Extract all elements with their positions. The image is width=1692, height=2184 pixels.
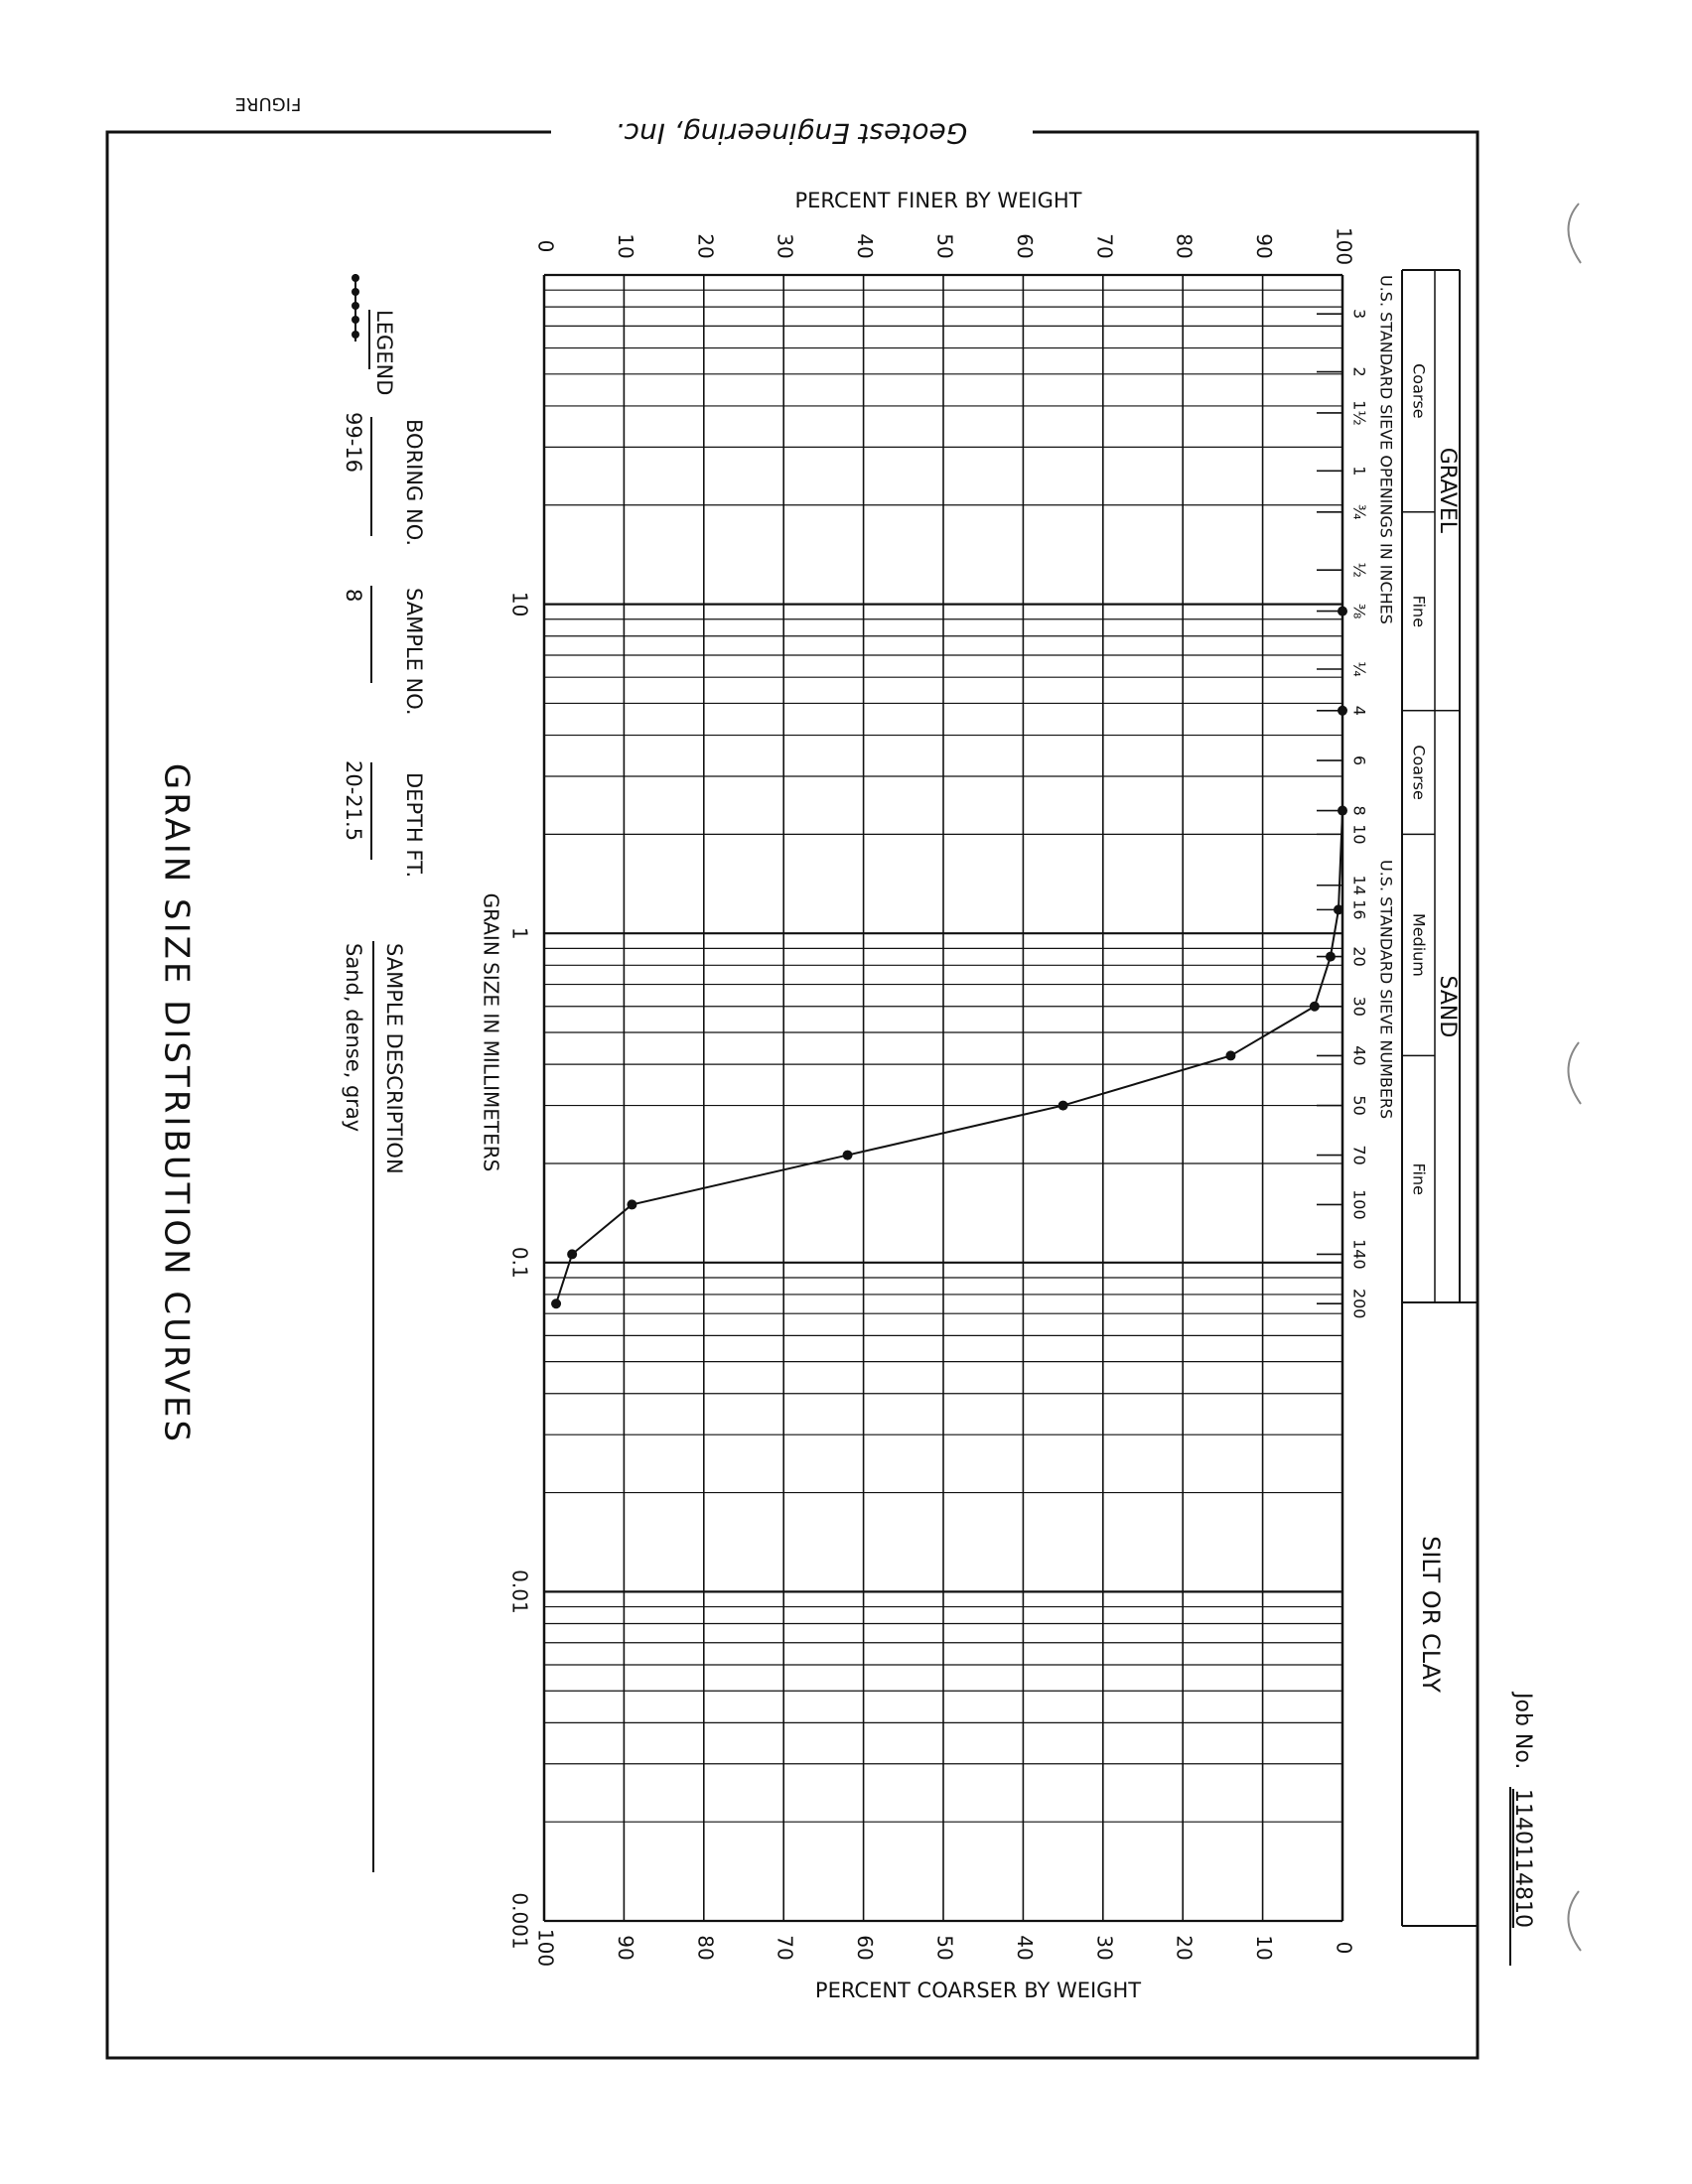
axis-labels	[480, 189, 1356, 2002]
gradation-line	[556, 612, 1342, 1304]
coarser-tick-label: 50	[932, 1935, 957, 1961]
punch-hole-mark	[1568, 1042, 1581, 1104]
sieve-tick-label: 200	[1349, 1288, 1369, 1319]
sieve-tick-label: 2	[1349, 366, 1369, 377]
data-point	[1310, 1002, 1320, 1012]
sample-header: SAMPLE NO.	[402, 588, 426, 716]
sieve-tick-label: ¼	[1349, 661, 1369, 677]
sieve-tick-label: 10	[1349, 824, 1369, 845]
sieve-tick-label: 4	[1349, 705, 1369, 716]
coarser-tick-label: 100	[533, 1928, 558, 1968]
finer-tick-label: 20	[693, 233, 718, 259]
legend-header: LEGEND	[372, 310, 396, 396]
sieve-tick-label: 1½	[1349, 400, 1369, 426]
sieve-inches-label: U.S. STANDARD SIEVE OPENINGS IN INCHES	[1376, 275, 1396, 624]
sieve-tick-label: ¾	[1349, 504, 1369, 520]
grain-size-tick-label: 1	[507, 926, 532, 940]
gravel-label: GRAVEL	[1435, 447, 1460, 534]
data-point	[627, 1199, 636, 1209]
job-number-value: 1140114810	[1510, 1789, 1535, 1928]
sieve-tick-label: ½	[1349, 562, 1369, 578]
data-point	[1338, 607, 1347, 616]
boring-header: BORING NO.	[402, 419, 426, 547]
sieve-tick-label: 6	[1349, 755, 1369, 766]
data-point	[1334, 904, 1343, 914]
data-point	[1326, 952, 1336, 962]
finer-tick-label: 60	[1012, 233, 1037, 259]
chart-grid	[544, 275, 1342, 1921]
sieve-tick-label: 140	[1349, 1239, 1369, 1270]
coarser-tick-label: 80	[693, 1935, 718, 1961]
depth-header: DEPTH FT.	[402, 772, 426, 879]
data-point	[551, 1298, 561, 1308]
job-number-label: Job No.	[1510, 1693, 1535, 1770]
sieve-tick-label: 40	[1349, 1045, 1369, 1066]
data-point	[1225, 1050, 1235, 1060]
finer-tick-label: 70	[1092, 233, 1117, 259]
finer-tick-label: 10	[613, 233, 637, 259]
sieve-tick-label: 16	[1349, 899, 1369, 920]
silt-clay-label: SILT OR CLAY	[1417, 1536, 1445, 1693]
boring-number: 99-16	[342, 412, 365, 474]
data-point	[1058, 1101, 1068, 1111]
finer-tick-label: 50	[932, 233, 957, 259]
sieve-tick-label: 100	[1349, 1189, 1369, 1220]
coarser-tick-label: 0	[1332, 1941, 1356, 1955]
coarser-tick-label: 90	[613, 1935, 637, 1961]
finer-axis-title: PERCENT FINER BY WEIGHT	[794, 189, 1082, 212]
finer-tick-label: 90	[1252, 233, 1277, 259]
legend-marker	[352, 274, 359, 341]
coarser-tick-label: 70	[773, 1935, 797, 1961]
data-point	[843, 1151, 853, 1160]
sieve-tick-label: 14	[1349, 875, 1369, 895]
company-name: Geotest Engineering, Inc.	[615, 117, 968, 150]
finer-tick-label: 80	[1172, 233, 1197, 259]
sieve-tick-label: 30	[1349, 996, 1369, 1017]
coarser-tick-label: 40	[1012, 1935, 1037, 1961]
figure-frame	[107, 132, 1478, 2058]
data-point	[1338, 806, 1347, 816]
punch-hole-mark	[1568, 1891, 1581, 1951]
gradation-curve	[551, 607, 1347, 1309]
legend-table	[342, 274, 426, 1872]
depth-value: 20-21.5	[342, 760, 365, 842]
sieve-tick-label: 50	[1349, 1095, 1369, 1116]
sieve-tick-label: 70	[1349, 1145, 1369, 1165]
sample-number: 8	[342, 589, 365, 603]
sample-description: Sand, dense, gray	[342, 943, 365, 1133]
gravel-fine-label: Fine	[1409, 595, 1429, 628]
finer-tick-label: 30	[773, 233, 797, 259]
figure-label: FIGURE	[234, 93, 302, 114]
grain-size-tick-label: 0.1	[507, 1246, 532, 1279]
finer-tick-label: 0	[533, 239, 558, 253]
coarser-tick-label: 30	[1092, 1935, 1117, 1961]
coarser-tick-label: 20	[1172, 1935, 1197, 1961]
grain-size-axis-title: GRAIN SIZE IN MILLIMETERS	[479, 892, 503, 1172]
sieve-tick-label: ⅜	[1349, 603, 1369, 619]
finer-tick-label: 100	[1332, 226, 1356, 266]
sieve-tick-label: 8	[1349, 805, 1369, 816]
grain-size-tick-label: 0.001	[507, 1892, 532, 1950]
punch-hole-mark	[1568, 204, 1581, 263]
gravel-coarse-label: Coarse	[1409, 363, 1429, 419]
sand-label: SAND	[1435, 975, 1460, 1038]
sand-fine-label: Fine	[1409, 1162, 1429, 1195]
soil-classification-bar	[1402, 270, 1478, 1926]
sieve-numbers-label: U.S. STANDARD SIEVE NUMBERS	[1376, 860, 1396, 1120]
sieve-tick-label: 20	[1349, 946, 1369, 967]
data-point	[1338, 706, 1347, 716]
finer-tick-label: 40	[853, 233, 878, 259]
description-header: SAMPLE DESCRIPTION	[382, 943, 406, 1174]
coarser-axis-title: PERCENT COARSER BY WEIGHT	[814, 1979, 1142, 2002]
data-point	[567, 1249, 577, 1259]
coarser-tick-label: 60	[853, 1935, 878, 1961]
figure-title: GRAIN SIZE DISTRIBUTION CURVES	[156, 762, 197, 1445]
grain-size-tick-label: 10	[507, 591, 532, 617]
sieve-tick-labels	[1317, 275, 1396, 1319]
sand-coarse-label: Coarse	[1409, 745, 1429, 800]
sieve-tick-label: 3	[1349, 309, 1369, 320]
grain-size-tick-label: 0.01	[507, 1570, 532, 1614]
sand-medium-label: Medium	[1409, 912, 1429, 977]
job-number	[1510, 1691, 1535, 1966]
sieve-tick-label: 1	[1349, 466, 1369, 477]
coarser-tick-label: 10	[1252, 1935, 1277, 1961]
